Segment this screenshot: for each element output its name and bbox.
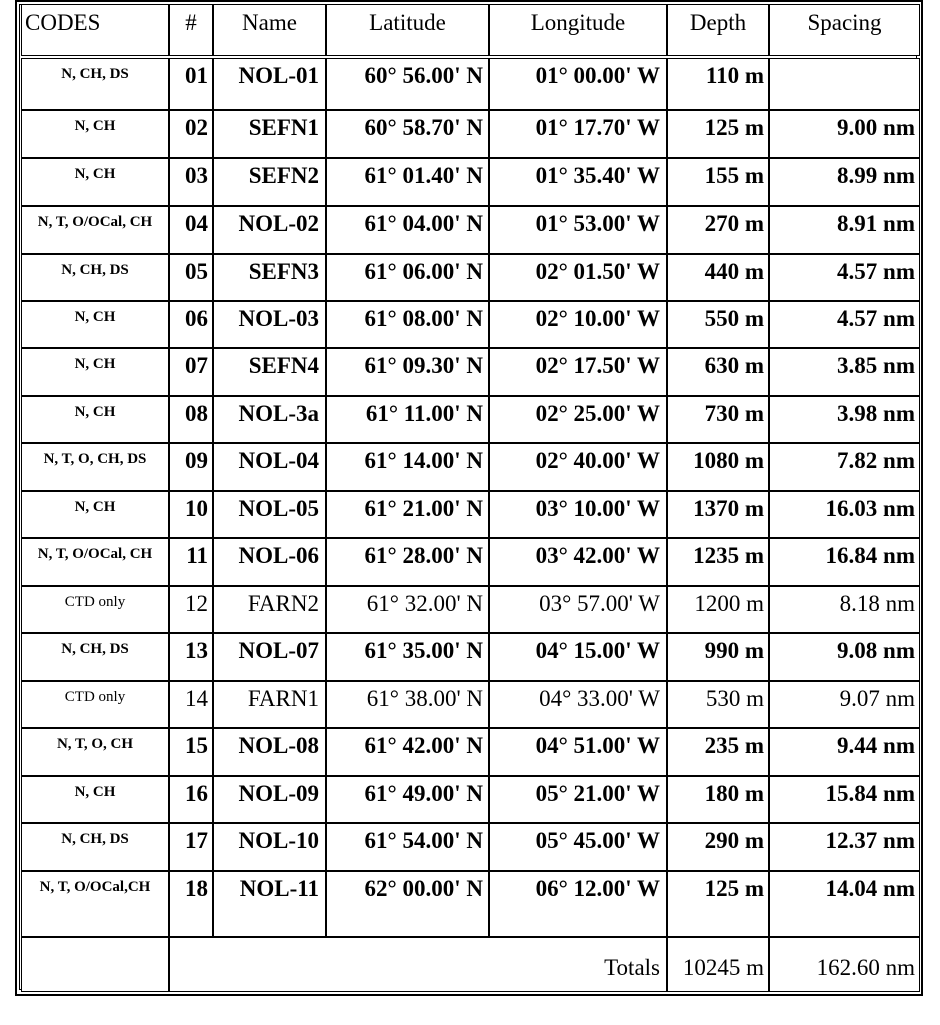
index-cell xyxy=(169,728,213,776)
index-cell xyxy=(169,443,213,491)
station-index: 16 xyxy=(185,781,208,806)
station-codes: N, CH xyxy=(74,784,116,800)
spacing-cell xyxy=(769,254,920,301)
name-cell xyxy=(213,58,326,110)
station-name: NOL-10 xyxy=(238,828,319,853)
station-index: 02 xyxy=(185,115,208,140)
depth-cell xyxy=(667,538,769,586)
station-codes: N, CH, DS xyxy=(61,831,129,847)
station-depth: 990 m xyxy=(704,638,764,663)
station-index: 01 xyxy=(185,63,208,88)
header-cell-latitude xyxy=(326,4,489,56)
station-longitude: 04° 15.00' W xyxy=(535,638,660,663)
station-spacing: 3.98 nm xyxy=(837,401,915,426)
station-latitude: 61° 38.00' N xyxy=(366,686,483,711)
name-cell xyxy=(213,206,326,254)
longitude-cell xyxy=(489,491,667,538)
index-cell xyxy=(169,586,213,633)
name-cell xyxy=(213,348,326,396)
station-spacing: 9.08 nm xyxy=(837,638,915,663)
station-name: SEFN1 xyxy=(248,115,319,140)
longitude-cell xyxy=(489,633,667,681)
totals-label-cell xyxy=(169,937,667,992)
station-codes: N, CH, DS xyxy=(61,262,129,278)
name-cell xyxy=(213,396,326,443)
index-cell xyxy=(169,776,213,823)
longitude-cell xyxy=(489,823,667,871)
station-index: 06 xyxy=(185,306,208,331)
codes-cell xyxy=(21,538,169,586)
spacing-cell xyxy=(769,443,920,491)
station-codes: N, CH, DS xyxy=(61,66,129,82)
station-name: SEFN4 xyxy=(248,353,319,378)
station-index: 15 xyxy=(185,733,208,758)
station-depth: 1370 m xyxy=(693,496,764,521)
station-spacing: 3.85 nm xyxy=(837,353,915,378)
name-cell xyxy=(213,301,326,348)
name-cell xyxy=(213,776,326,823)
station-codes: N, CH xyxy=(74,404,116,420)
name-cell xyxy=(213,254,326,301)
latitude-cell xyxy=(326,681,489,728)
codes-cell xyxy=(21,158,169,206)
codes-cell xyxy=(21,396,169,443)
station-name: NOL-3a xyxy=(238,401,319,426)
depth-cell xyxy=(667,681,769,728)
station-codes: N, T, O, CH, DS xyxy=(43,451,147,467)
index-cell xyxy=(169,538,213,586)
codes-cell xyxy=(21,586,169,633)
station-latitude: 61° 08.00' N xyxy=(364,306,483,331)
header-cell-codes xyxy=(21,4,169,56)
latitude-cell xyxy=(326,348,489,396)
station-latitude: 61° 01.40' N xyxy=(364,163,483,188)
station-name: NOL-11 xyxy=(239,876,319,901)
station-depth: 110 m xyxy=(705,63,764,88)
depth-cell xyxy=(667,823,769,871)
codes-cell xyxy=(21,681,169,728)
index-cell xyxy=(169,158,213,206)
station-name: SEFN3 xyxy=(248,259,319,284)
depth-cell xyxy=(667,776,769,823)
station-depth: 1080 m xyxy=(693,448,764,473)
station-name: NOL-05 xyxy=(238,496,319,521)
index-cell xyxy=(169,110,213,158)
codes-cell xyxy=(21,633,169,681)
codes-cell xyxy=(21,301,169,348)
depth-cell xyxy=(667,301,769,348)
station-codes: N, CH, DS xyxy=(61,641,129,657)
spacing-cell xyxy=(769,538,920,586)
station-depth: 290 m xyxy=(704,828,764,853)
station-codes: N, CH xyxy=(74,309,116,325)
station-name: NOL-01 xyxy=(238,63,319,88)
name-cell xyxy=(213,728,326,776)
index-cell xyxy=(169,206,213,254)
longitude-cell xyxy=(489,586,667,633)
station-index: 09 xyxy=(185,448,208,473)
station-latitude: 61° 09.30' N xyxy=(364,353,483,378)
spacing-cell xyxy=(769,728,920,776)
name-cell xyxy=(213,633,326,681)
station-name: NOL-09 xyxy=(238,781,319,806)
header-cell-spacing xyxy=(769,4,920,56)
depth-cell xyxy=(667,443,769,491)
longitude-cell xyxy=(489,776,667,823)
station-longitude: 03° 10.00' W xyxy=(535,496,660,521)
station-depth: 125 m xyxy=(704,115,764,140)
station-latitude: 60° 56.00' N xyxy=(364,63,483,88)
station-latitude: 61° 32.00' N xyxy=(366,591,483,616)
name-cell xyxy=(213,586,326,633)
station-codes: N, CH xyxy=(74,166,116,182)
codes-cell xyxy=(21,443,169,491)
station-spacing: 9.44 nm xyxy=(837,733,915,758)
station-codes: N, T, O/OCal,CH xyxy=(39,879,151,895)
station-latitude: 61° 11.00' N xyxy=(365,401,483,426)
header-cell-name xyxy=(213,4,326,56)
index-cell xyxy=(169,348,213,396)
longitude-cell xyxy=(489,110,667,158)
station-depth: 440 m xyxy=(704,259,764,284)
depth-cell xyxy=(667,396,769,443)
station-latitude: 62° 00.00' N xyxy=(364,876,483,901)
header-label-index: # xyxy=(185,10,197,35)
header-cell-longitude xyxy=(489,4,667,56)
index-cell xyxy=(169,491,213,538)
latitude-cell xyxy=(326,491,489,538)
header-label-spacing: Spacing xyxy=(807,10,882,35)
station-name: NOL-07 xyxy=(238,638,319,663)
station-longitude: 02° 10.00' W xyxy=(535,306,660,331)
totals-label: Totals xyxy=(604,955,660,980)
spacing-cell xyxy=(769,301,920,348)
station-longitude: 02° 17.50' W xyxy=(535,353,660,378)
depth-cell xyxy=(667,728,769,776)
longitude-cell xyxy=(489,206,667,254)
station-depth: 630 m xyxy=(704,353,764,378)
spacing-cell xyxy=(769,58,920,110)
longitude-cell xyxy=(489,443,667,491)
header-label-latitude: Latitude xyxy=(369,10,446,35)
index-cell xyxy=(169,301,213,348)
station-longitude: 04° 51.00' W xyxy=(535,733,660,758)
depth-cell xyxy=(667,871,769,937)
header-cell-depth xyxy=(667,4,769,56)
station-spacing: 7.82 nm xyxy=(837,448,915,473)
index-cell xyxy=(169,396,213,443)
station-spacing: 8.91 nm xyxy=(837,211,915,236)
codes-cell xyxy=(21,871,169,937)
station-name: FARN2 xyxy=(247,591,319,616)
depth-cell xyxy=(667,586,769,633)
totals-empty-cell xyxy=(21,937,169,992)
station-longitude: 05° 45.00' W xyxy=(535,828,660,853)
depth-cell xyxy=(667,206,769,254)
station-spacing: 9.07 nm xyxy=(839,686,915,711)
station-depth: 235 m xyxy=(704,733,764,758)
codes-cell xyxy=(21,776,169,823)
index-cell xyxy=(169,823,213,871)
station-depth: 730 m xyxy=(704,401,764,426)
station-index: 14 xyxy=(185,686,208,711)
station-codes: N, T, O, CH xyxy=(56,736,134,752)
longitude-cell xyxy=(489,348,667,396)
station-spacing: 8.99 nm xyxy=(837,163,915,188)
station-index: 04 xyxy=(185,211,208,236)
station-latitude: 61° 54.00' N xyxy=(364,828,483,853)
station-name: NOL-02 xyxy=(238,211,319,236)
header-label-name: Name xyxy=(242,10,297,35)
station-longitude: 02° 01.50' W xyxy=(535,259,660,284)
latitude-cell xyxy=(326,158,489,206)
station-index: 08 xyxy=(185,401,208,426)
station-longitude: 06° 12.00' W xyxy=(535,876,660,901)
latitude-cell xyxy=(326,254,489,301)
station-name: FARN1 xyxy=(247,686,319,711)
index-cell xyxy=(169,254,213,301)
spacing-cell xyxy=(769,158,920,206)
station-longitude: 01° 35.40' W xyxy=(535,163,660,188)
station-index: 05 xyxy=(185,259,208,284)
station-latitude: 61° 06.00' N xyxy=(364,259,483,284)
spacing-cell xyxy=(769,681,920,728)
station-name: NOL-04 xyxy=(238,448,319,473)
depth-cell xyxy=(667,633,769,681)
latitude-cell xyxy=(326,206,489,254)
station-index: 11 xyxy=(186,543,208,568)
depth-cell xyxy=(667,348,769,396)
station-index: 18 xyxy=(185,876,208,901)
spacing-cell xyxy=(769,348,920,396)
longitude-cell xyxy=(489,301,667,348)
spacing-cell xyxy=(769,396,920,443)
longitude-cell xyxy=(489,58,667,110)
station-latitude: 61° 14.00' N xyxy=(364,448,483,473)
station-codes: N, CH xyxy=(74,118,116,134)
index-cell xyxy=(169,633,213,681)
header-cell-index xyxy=(169,4,213,56)
station-index: 07 xyxy=(185,353,208,378)
codes-cell xyxy=(21,728,169,776)
depth-cell xyxy=(667,491,769,538)
station-index: 13 xyxy=(185,638,208,663)
longitude-cell xyxy=(489,728,667,776)
spacing-cell xyxy=(769,633,920,681)
latitude-cell xyxy=(326,633,489,681)
longitude-cell xyxy=(489,254,667,301)
station-name: NOL-08 xyxy=(238,733,319,758)
header-label-depth: Depth xyxy=(689,10,747,35)
station-spacing: 12.37 nm xyxy=(825,828,915,853)
station-codes: N, T, O/OCal, CH xyxy=(37,214,153,230)
totals-spacing: 162.60 nm xyxy=(816,955,915,980)
station-latitude: 60° 58.70' N xyxy=(364,115,483,140)
station-latitude: 61° 28.00' N xyxy=(364,543,483,568)
codes-cell xyxy=(21,823,169,871)
station-latitude: 61° 04.00' N xyxy=(364,211,483,236)
station-name: NOL-06 xyxy=(238,543,319,568)
depth-cell xyxy=(667,158,769,206)
spacing-cell xyxy=(769,206,920,254)
station-name: NOL-03 xyxy=(238,306,319,331)
spacing-cell xyxy=(769,823,920,871)
station-latitude: 61° 42.00' N xyxy=(364,733,483,758)
totals-depth-cell xyxy=(667,937,769,992)
codes-cell xyxy=(21,110,169,158)
station-longitude: 01° 17.70' W xyxy=(535,115,660,140)
name-cell xyxy=(213,538,326,586)
station-longitude: 02° 40.00' W xyxy=(535,448,660,473)
station-codes: N, CH xyxy=(74,499,116,515)
longitude-cell xyxy=(489,158,667,206)
station-table xyxy=(15,0,923,996)
longitude-cell xyxy=(489,681,667,728)
name-cell xyxy=(213,871,326,937)
station-index: 10 xyxy=(185,496,208,521)
totals-depth: 10245 m xyxy=(682,955,764,980)
station-depth: 125 m xyxy=(704,876,764,901)
latitude-cell xyxy=(326,776,489,823)
station-depth: 155 m xyxy=(704,163,764,188)
depth-cell xyxy=(667,110,769,158)
spacing-cell xyxy=(769,491,920,538)
codes-cell xyxy=(21,206,169,254)
latitude-cell xyxy=(326,301,489,348)
name-cell xyxy=(213,443,326,491)
station-spacing: 16.84 nm xyxy=(825,543,915,568)
station-index: 12 xyxy=(185,591,208,616)
header-label-codes: CODES xyxy=(25,10,101,35)
station-spacing: 8.18 nm xyxy=(839,591,915,616)
longitude-cell xyxy=(489,396,667,443)
totals-spacing-cell xyxy=(769,937,920,992)
codes-cell xyxy=(21,348,169,396)
name-cell xyxy=(213,110,326,158)
codes-cell xyxy=(21,254,169,301)
station-codes: CTD only xyxy=(64,594,126,610)
latitude-cell xyxy=(326,110,489,158)
name-cell xyxy=(213,823,326,871)
longitude-cell xyxy=(489,871,667,937)
station-longitude: 01° 00.00' W xyxy=(535,63,660,88)
latitude-cell xyxy=(326,728,489,776)
latitude-cell xyxy=(326,443,489,491)
station-name: SEFN2 xyxy=(248,163,319,188)
name-cell xyxy=(213,158,326,206)
latitude-cell xyxy=(326,823,489,871)
station-longitude: 01° 53.00' W xyxy=(535,211,660,236)
station-spacing: 14.04 nm xyxy=(825,876,915,901)
station-longitude: 04° 33.00' W xyxy=(539,686,660,711)
spacing-cell xyxy=(769,586,920,633)
station-depth: 550 m xyxy=(704,306,764,331)
latitude-cell xyxy=(326,538,489,586)
depth-cell xyxy=(667,254,769,301)
station-spacing: 16.03 nm xyxy=(825,496,915,521)
name-cell xyxy=(213,681,326,728)
index-cell xyxy=(169,681,213,728)
index-cell xyxy=(169,58,213,110)
station-codes: N, T, O/OCal, CH xyxy=(37,546,153,562)
codes-cell xyxy=(21,491,169,538)
station-spacing: 15.84 nm xyxy=(825,781,915,806)
station-spacing: 9.00 nm xyxy=(837,115,915,140)
station-latitude: 61° 21.00' N xyxy=(364,496,483,521)
station-index: 03 xyxy=(185,163,208,188)
depth-cell xyxy=(667,58,769,110)
station-longitude: 03° 42.00' W xyxy=(535,543,660,568)
station-depth: 530 m xyxy=(705,686,764,711)
station-latitude: 61° 35.00' N xyxy=(364,638,483,663)
longitude-cell xyxy=(489,538,667,586)
spacing-cell xyxy=(769,871,920,937)
station-depth: 180 m xyxy=(704,781,764,806)
index-cell xyxy=(169,871,213,937)
latitude-cell xyxy=(326,58,489,110)
name-cell xyxy=(213,491,326,538)
station-longitude: 05° 21.00' W xyxy=(535,781,660,806)
station-spacing: 4.57 nm xyxy=(837,306,915,331)
station-longitude: 03° 57.00' W xyxy=(539,591,660,616)
station-depth: 1235 m xyxy=(693,543,764,568)
station-latitude: 61° 49.00' N xyxy=(364,781,483,806)
header-label-longitude: Longitude xyxy=(530,10,626,35)
station-spacing: 4.57 nm xyxy=(837,259,915,284)
spacing-cell xyxy=(769,776,920,823)
latitude-cell xyxy=(326,871,489,937)
spacing-cell xyxy=(769,110,920,158)
station-index: 17 xyxy=(185,828,208,853)
codes-cell xyxy=(21,58,169,110)
station-depth: 270 m xyxy=(704,211,764,236)
station-depth: 1200 m xyxy=(694,591,764,616)
latitude-cell xyxy=(326,586,489,633)
station-longitude: 02° 25.00' W xyxy=(535,401,660,426)
station-codes: N, CH xyxy=(74,356,116,372)
latitude-cell xyxy=(326,396,489,443)
station-codes: CTD only xyxy=(64,689,126,705)
